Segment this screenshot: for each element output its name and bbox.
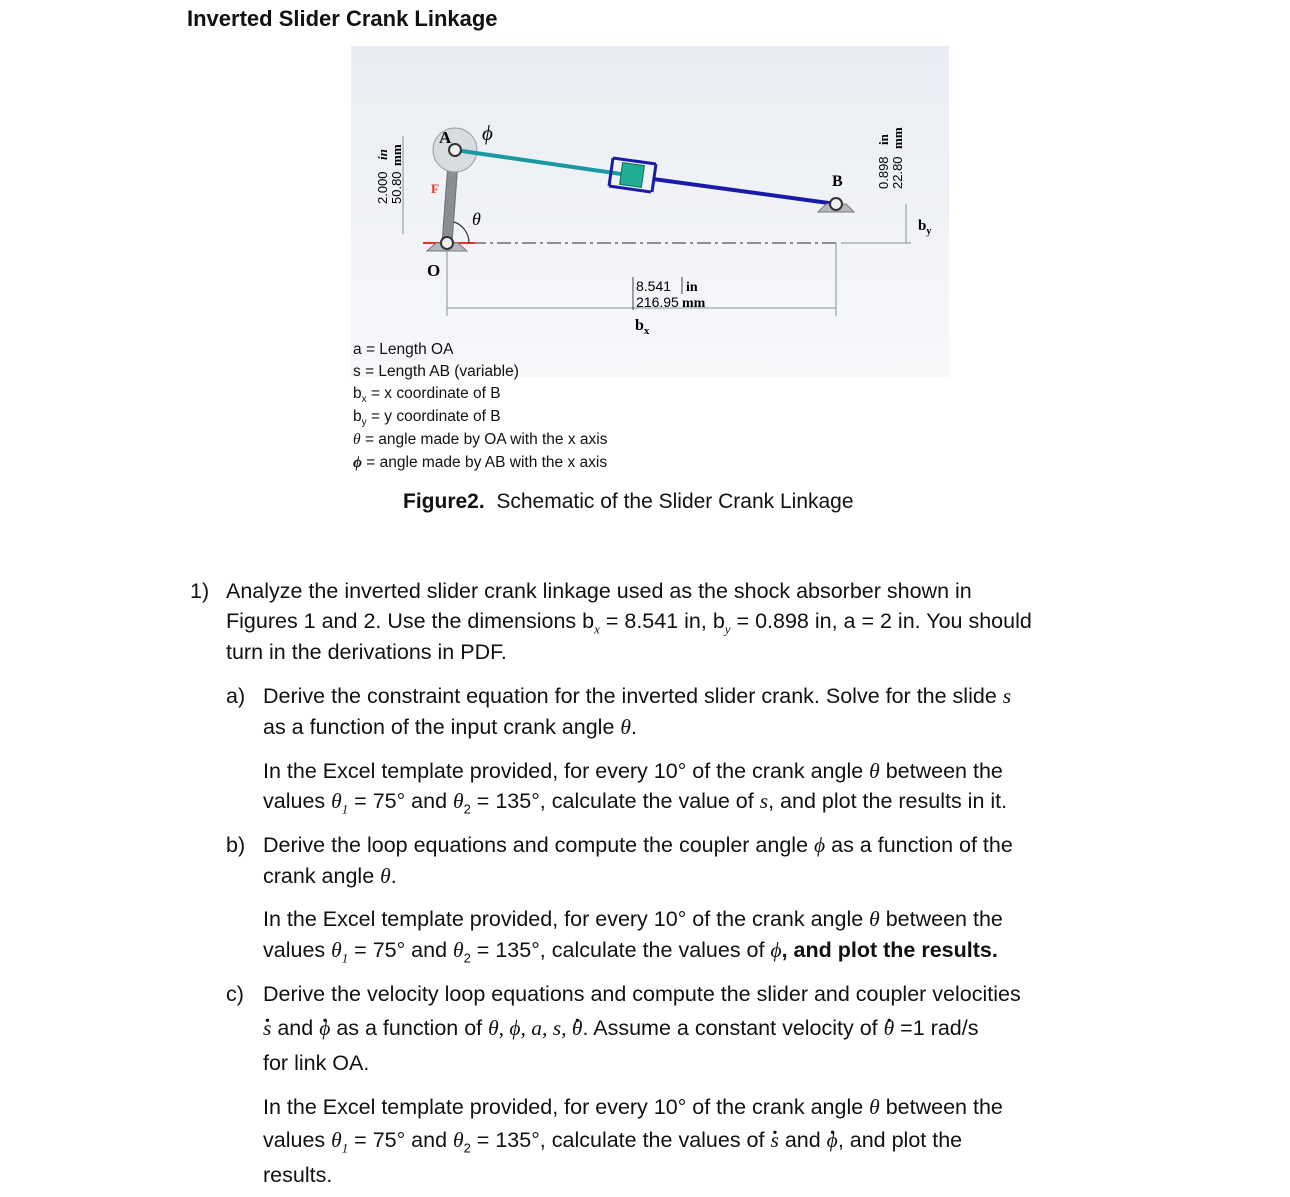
part-a-excel-line-2: values $\theta_1 = 75^\circ$ and $\theta_2 = 135^\circ$, calculate the value of s, and plot the results in it. [263, 789, 1008, 817]
ground-support-b [818, 198, 854, 212]
question-number: 1) [190, 579, 210, 603]
legend-line-by: $b_y = y$ coordinate of B [353, 408, 501, 429]
part-c-line-1: Derive the velocity loop equations and compute the slider and coupler velocities [263, 982, 1021, 1006]
a-mm-unit: mm [389, 144, 404, 166]
coupler-rod [455, 150, 621, 174]
document-title: Inverted Slider Crank Linkage [187, 6, 498, 31]
part-b-excel-line-1: In the Excel template provided, for every 10° of the crank angle θ between the [263, 907, 1003, 931]
label-phi: ϕ [482, 121, 493, 145]
bx-in-value: 8.541 [636, 278, 672, 294]
part-b-line-2: crank angle θ. [263, 864, 397, 888]
legend-line-theta: θ = angle made by OA with the x axis [353, 431, 608, 448]
bx-symbol: $b_x$ [635, 317, 650, 337]
slider-rod [653, 179, 836, 204]
part-c-excel-line-2: values $\theta_1 = 75^\circ$ and $\theta_2 = 135^\circ$, calculate the values of . s and . ϕ, and plot the [263, 1125, 962, 1163]
label-theta: θ [472, 209, 481, 229]
part-b-line-1: Derive the loop equations and compute the coupler angle ϕ as a function of the [263, 833, 1013, 857]
by-in-unit: in [876, 134, 891, 145]
by-mm-value: 22.80 [890, 156, 905, 189]
bx-mm-value: 216.95 [636, 294, 679, 310]
part-c-line-3: for link OA. [263, 1051, 370, 1075]
slider-block [620, 163, 645, 188]
part-b-excel-line-2: values $\theta_1 = 75^\circ$ and $\theta_2 = 135^\circ$, calculate the values of ϕ, and plot the results. [263, 938, 998, 966]
by-symbol: $b_y$ [918, 218, 932, 237]
legend-line-bx: $b_x = x$ coordinate of B [353, 385, 501, 406]
intro-line-3: turn in the derivations in PDF. [226, 640, 507, 664]
intro-line-1: Analyze the inverted slider crank linkage used as the shock absorber shown in [226, 579, 972, 603]
label-b: B [832, 173, 843, 190]
linkage-schematic [351, 46, 949, 377]
part-a-line-2: as a function of the input crank angle θ. [263, 715, 637, 739]
part-c-excel-line-1: In the Excel template provided, for every 10° of the crank angle θ between the [263, 1095, 1003, 1119]
part-a-excel-line-1: In the Excel template provided, for every 10° of the crank angle θ between the [263, 759, 1003, 783]
bx-mm-unit: mm [682, 296, 706, 311]
legend-line-a: a = Length OA [353, 341, 454, 358]
part-c-excel-line-3: results. [263, 1163, 333, 1187]
legend-line-s: s = Length AB (variable) [353, 363, 519, 380]
legend-line-phi: ϕ = angle made by AB with the x axis [353, 454, 608, 471]
label-o: O [427, 261, 441, 280]
a-mm-value: 50.80 [389, 171, 404, 204]
part-a-letter: a) [226, 684, 246, 708]
by-mm-unit: mm [890, 127, 905, 149]
part-b-letter: b) [226, 833, 246, 857]
by-in-value: 0.898 [876, 156, 891, 189]
part-c-line-2: . s and . ϕ as a function of θ, ϕ, a, s, . θ. Assume a constant velocity of . θ =1 rad/s [263, 1013, 978, 1044]
label-a: A [439, 128, 452, 147]
a-in-value: 2.000 [375, 171, 390, 204]
label-f: F [431, 181, 439, 196]
a-in-unit: in [375, 149, 390, 160]
bx-in-unit: in [686, 280, 698, 295]
theta-arc [454, 222, 469, 243]
part-c-letter: c) [226, 982, 244, 1006]
figure-caption: Figure2. Schematic of the Slider Crank Linkage [403, 490, 854, 513]
intro-line-2: Figures 1 and 2. Use the dimensions $b_x = 8.541$ in, $b_y = 0.898$ in, a = 2 in. You should [226, 609, 1032, 637]
part-a-line-1: Derive the constraint equation for the inverted slider crank. Solve for the slide s [263, 684, 1012, 708]
